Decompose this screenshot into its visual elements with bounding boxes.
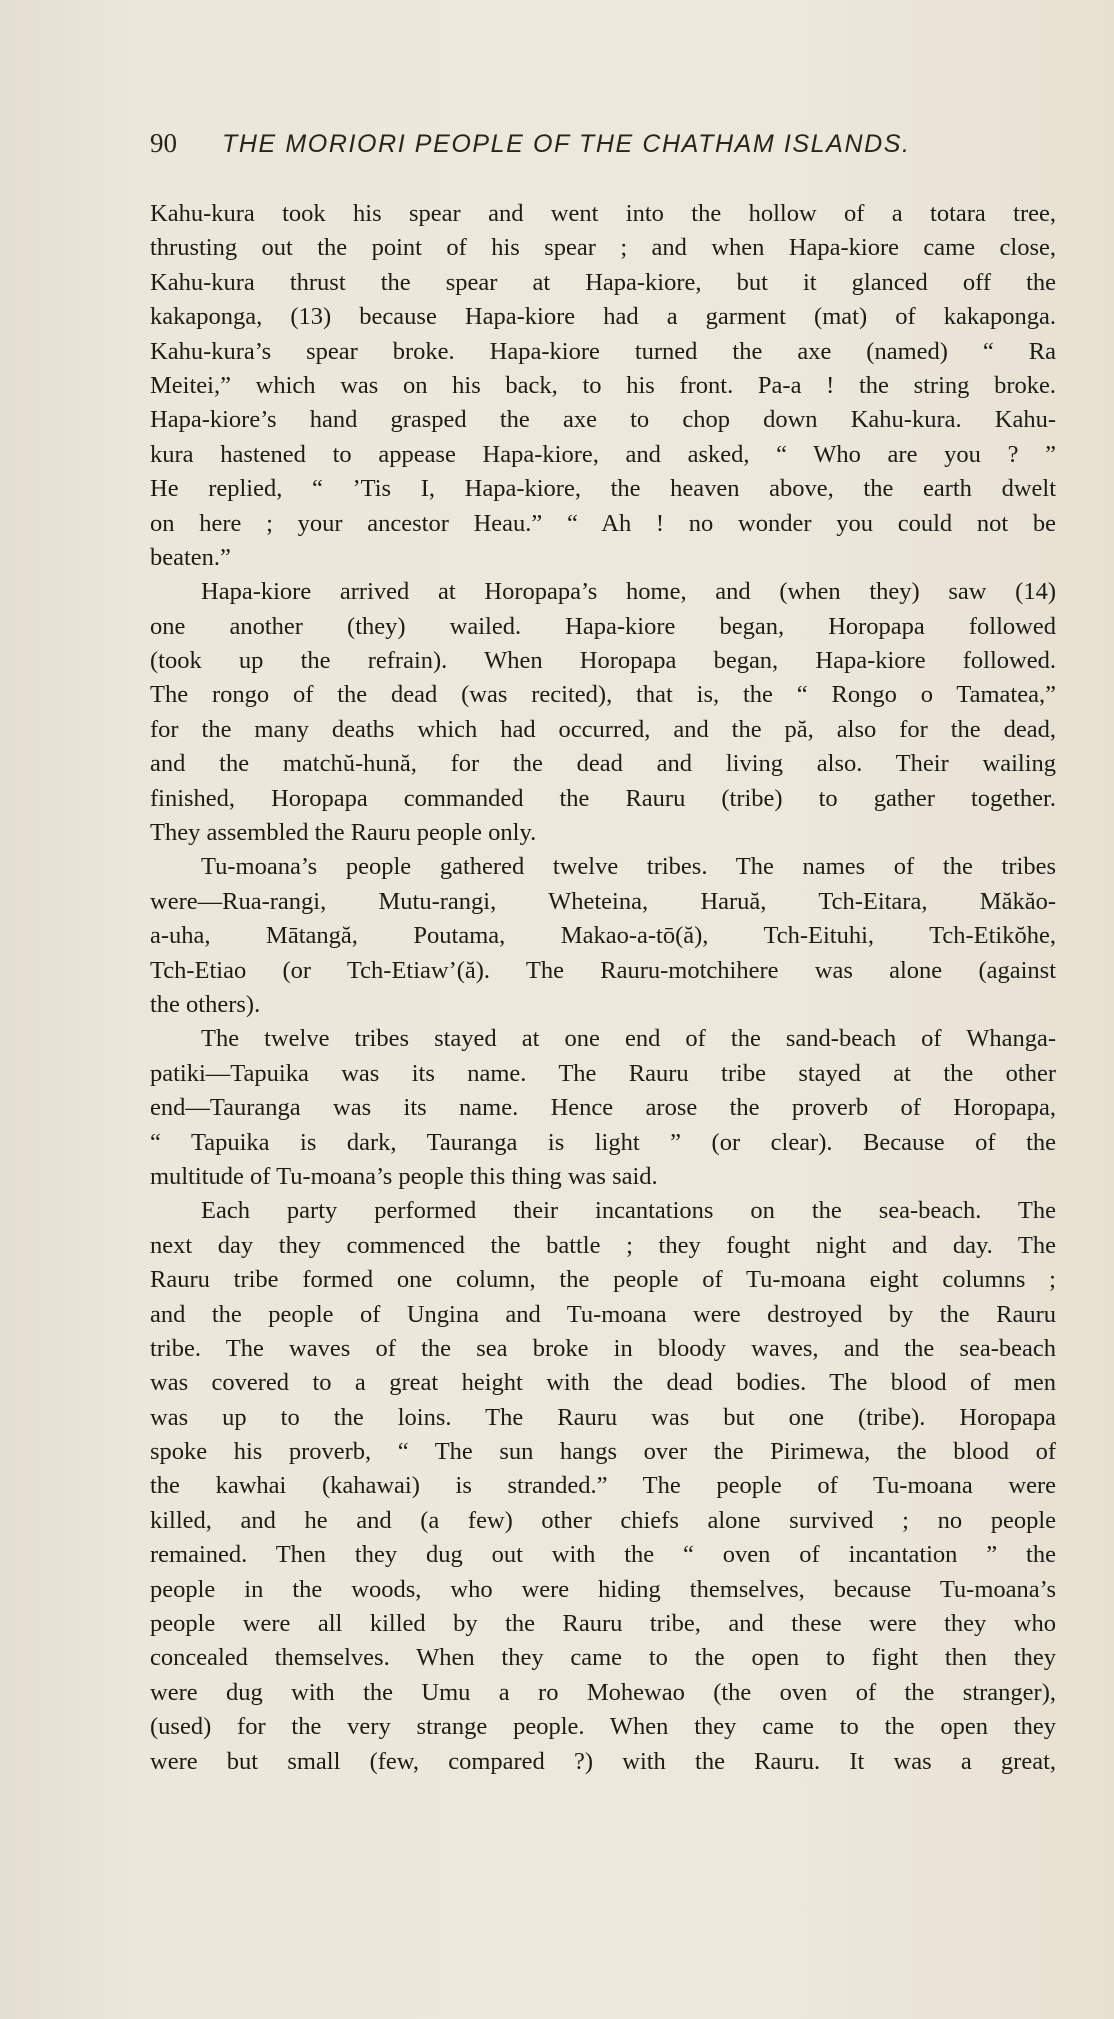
text-line: were dug with the Umu a ro Mohewao (the oven of the stranger), [150, 1678, 1056, 1706]
text-line: one another (they) wailed. Hapa-kiore began, Horopapa followed [150, 612, 1056, 640]
body-text [150, 197, 1056, 1779]
text-line: He replied, “ ’Tis I, Hapa-kiore, the heaven above, the earth dwelt [150, 475, 1056, 503]
text-line: Hapa-kiore arrived at Horopapa’s home, and (when they) saw (14) [201, 578, 1056, 606]
text-line: and the people of Ungina and Tu-moana were destroyed by the Rauru [150, 1300, 1056, 1328]
text-line: for the many deaths which had occurred, and the pă, also for the dead, [150, 715, 1056, 743]
text-line: the kawhai (kahawai) is stranded.” The people of Tu-moana were [150, 1472, 1056, 1500]
text-line: Kahu-kura thrust the spear at Hapa-kiore, but it glanced off the [150, 268, 1056, 296]
text-line: next day they commenced the battle ; they fought night and day. The [150, 1231, 1056, 1259]
text-line: concealed themselves. When they came to the open to fight then they [150, 1644, 1056, 1672]
text-line: Kahu-kura’s spear broke. Hapa-kiore turned the axe (named) “ Ra [150, 337, 1056, 365]
text-line: beaten.” [150, 543, 231, 571]
text-line: a-uha, Mātangă, Poutama, Makao-a-tō(ă), Tch-Eituhi, Tch-Etikŏhe, [150, 922, 1056, 950]
text-line: spoke his proverb, “ The sun hangs over the Pirimewa, the blood of [150, 1438, 1056, 1466]
text-line: “ Tapuika is dark, Tauranga is light ” (or clear). Because of the [150, 1128, 1056, 1156]
text-line: finished, Horopapa commanded the Rauru (tribe) to gather together. [150, 784, 1056, 812]
text-line: was covered to a great height with the dead bodies. The blood of men [150, 1369, 1056, 1397]
text-line: The twelve tribes stayed at one end of the sand-beach of Whanga- [201, 1025, 1056, 1053]
text-line: people were all killed by the Rauru tribe, and these were they who [150, 1610, 1056, 1638]
text-line: multitude of Tu-moana’s people this thing was said. [150, 1162, 658, 1190]
text-line: Hapa-kiore’s hand grasped the axe to chop down Kahu-kura. Kahu- [150, 406, 1056, 434]
text-line: were but small (few, compared ?) with the Rauru. It was a great, [150, 1747, 1056, 1775]
text-line: The rongo of the dead (was recited), that is, the “ Rongo o Tamatea,” [150, 681, 1056, 709]
page-number: 90 [150, 128, 177, 158]
text-line: the others). [150, 990, 261, 1018]
running-title: THE MORIORI PEOPLE OF THE CHATHAM ISLANDS. [222, 130, 911, 158]
text-line: Kahu-kura took his spear and went into the hollow of a totara tree, [150, 200, 1056, 227]
text-line: Rauru tribe formed one column, the people of Tu-moana eight columns ; [150, 1266, 1056, 1294]
text-line: Each party performed their incantations on the sea-beach. The [201, 1197, 1056, 1225]
page-header [150, 128, 950, 168]
text-line: (used) for the very strange people. When they came to the open they [150, 1713, 1056, 1741]
text-line: They assembled the Rauru people only. [150, 819, 537, 847]
text-line: was up to the loins. The Rauru was but one (tribe). Horopapa [150, 1403, 1056, 1431]
text-line: kakaponga, (13) because Hapa-kiore had a garment (mat) of kakaponga. [150, 303, 1056, 331]
text-line: were—Rua-rangi, Mutu-rangi, Wheteina, Haruă, Tch-Eitara, Măkăo- [150, 887, 1056, 915]
text-line: remained. Then they dug out with the “ oven of incantation ” the [150, 1541, 1056, 1569]
text-line: end—Tauranga was its name. Hence arose the proverb of Horopapa, [150, 1094, 1056, 1122]
text-line: thrusting out the point of his spear ; and when Hapa-kiore came close, [150, 234, 1056, 262]
text-line: Tu-moana’s people gathered twelve tribes. The names of the tribes [201, 853, 1056, 881]
text-line: patiki—Tapuika was its name. The Rauru tribe stayed at the other [150, 1059, 1056, 1087]
text-line: tribe. The waves of the sea broke in bloody waves, and the sea-beach [150, 1334, 1056, 1362]
text-line: people in the woods, who were hiding themselves, because Tu-moana’s [150, 1575, 1056, 1603]
text-line: Meitei,” which was on his back, to his front. Pa-a ! the string broke. [150, 371, 1056, 399]
text-line: and the matchŭ-hună, for the dead and living also. Their wailing [150, 750, 1056, 778]
text-line: kura hastened to appease Hapa-kiore, and asked, “ Who are you ? ” [150, 440, 1056, 468]
text-line: on here ; your ancestor Heau.” “ Ah ! no wonder you could not be [150, 509, 1056, 537]
text-line: (took up the refrain). When Horopapa began, Hapa-kiore followed. [150, 647, 1056, 675]
text-line: killed, and he and (a few) other chiefs alone survived ; no people [150, 1506, 1056, 1534]
text-line: Tch-Etiao (or Tch-Etiaw’(ă). The Rauru-motchihere was alone (against [150, 956, 1056, 984]
